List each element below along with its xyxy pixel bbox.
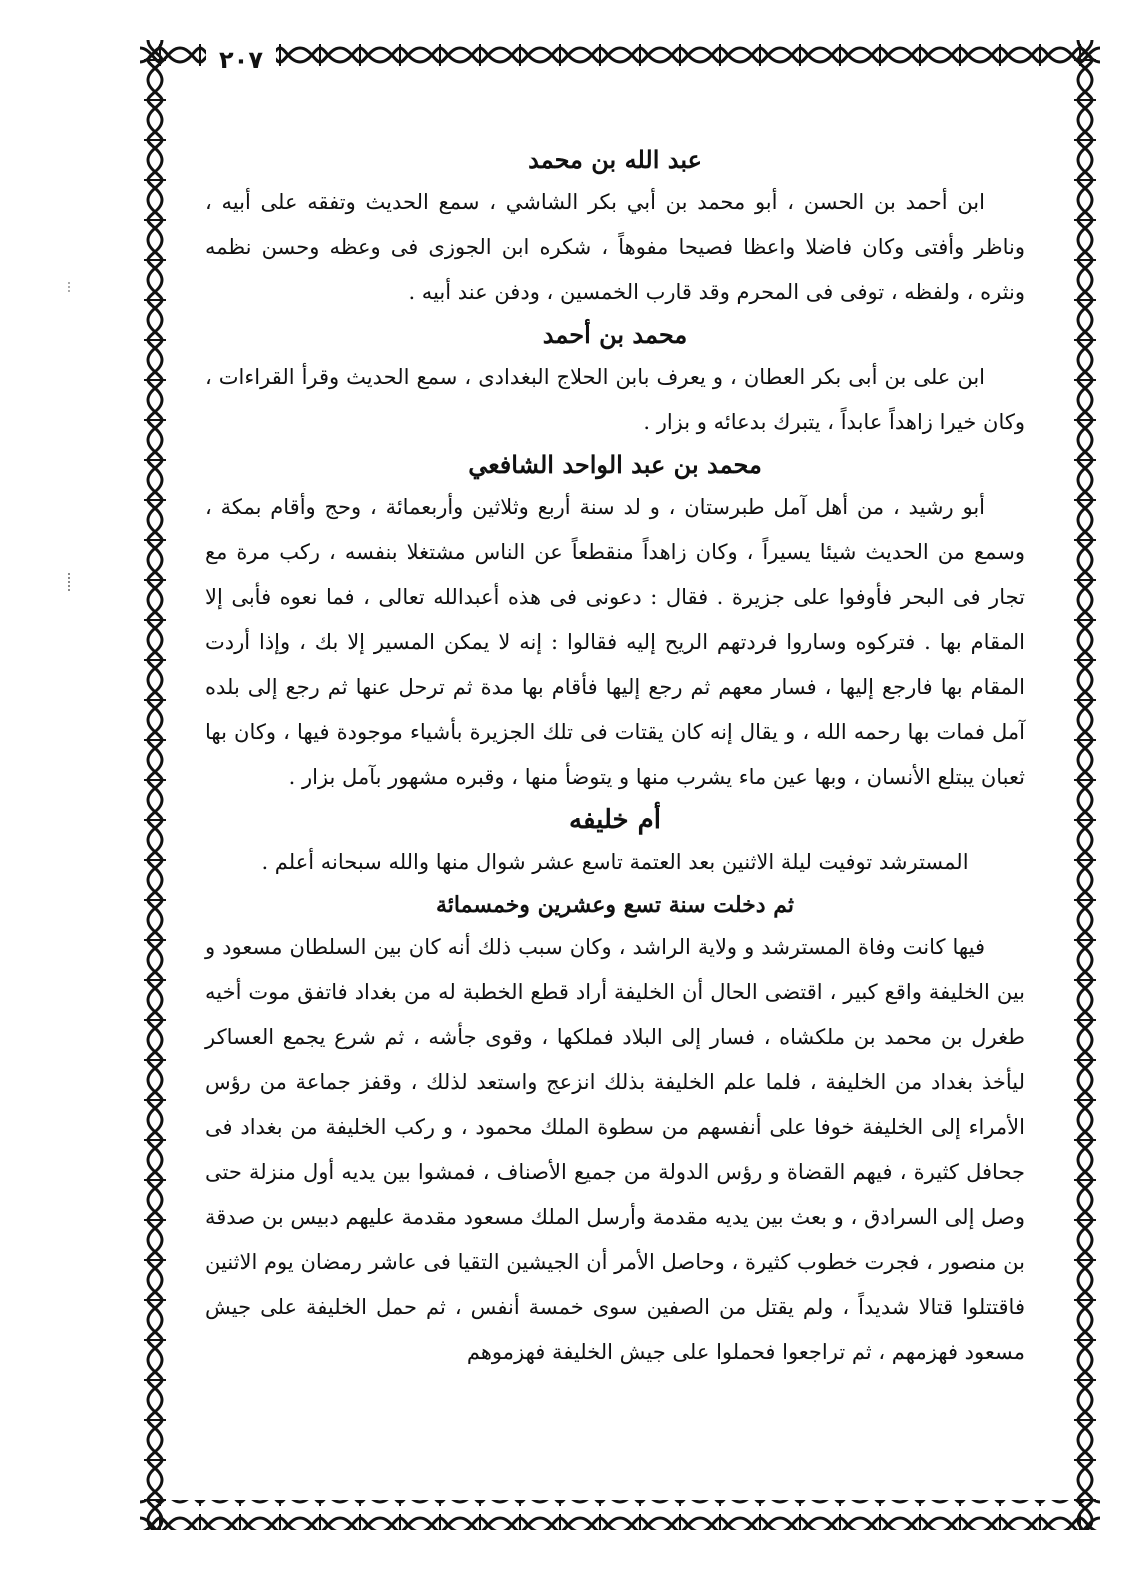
section-heading: محمد بن عبد الواحد الشافعي [468,450,762,479]
section-paragraph: فيها كانت وفاة المسترشد و ولاية الراشد ، وكان سبب ذلك أنه كان بين السلطان مسعود و بين الخليفة واقع كبير ، اقتضى الحال أن الخليفة أراد قطع الخطبة له من بغداد فاتفق موت أخيه طغرل بن محمد بن ملكشاه ، فسار إلى البلاد فملكها ، وقوى جأشه ، ثم شرع يجمع العساكر ليأخذ بغداد من الخليفة ، فلما علم الخليفة بذلك انزعج واستعد لذلك ، وقفز جماعة من رؤس الأمراء إلى الخليفة خوفا على أنفسهم من سطوة الملك محمود ، و ركب الخليفة من بغداد فى جحافل كثيرة ، فيهم القضاة و رؤس الدولة من جميع الأصناف ، فمشوا بين يديه أول منزلة حتى وصل إلى السرادق ، و بعث بين يديه مقدمة وأرسل الملك مسعود مقدمة عليهم دبيس بن صدقة بن منصور ، فجرت خطوب كثيرة ، وحاصل الأمر أن الجيشين التقيا فى عاشر رمضان يوم الاثنين فاقتتلوا قتالا شديداً ، ولم يقتل من الصفين سوى خمسة أنفس ، ثم حمل الخليفة على جيش مسعود فهزمهم ، ثم تراجعوا فحملوا على جيش الخليفة فهزموهم [205,935,1025,1364]
section-paragraph: ابن أحمد بن الحسن ، أبو محمد بن أبي بكر الشاشي ، سمع الحديث وتفقه على أبيه ، وناظر وأفتى وكان فاضلا واعظا فصيحا مفوهاً ، شكره ابن الجوزى فى وعظه وحسن نظمه ونثره ، ولفظه ، توفى فى المحرم وقد قارب الخمسين ، ودفن عند أبيه . [205,190,1025,304]
section-paragraph: المسترشد توفيت ليلة الاثنين بعد العتمة تاسع عشر شوال منها والله سبحانه أعلم . [261,850,969,874]
section-heading: عبد الله بن محمد [528,145,702,174]
scan-artifact [68,282,73,292]
page-number: ٢٠٧ [206,43,276,77]
section-heading: أم خليفه [569,805,661,835]
page-body [205,140,1025,1375]
section-paragraph: أبو رشيد ، من أهل آمل طبرستان ، و لد سنة أربع وثلاثين وأربعمائة ، وحج وأقام بمكة ، وسمع من الحديث شيئا يسيراً ، وكان زاهداً منقطعاً عن الناس مشتغلا بنفسه ، ركب مرة مع تجار فى البحر فأوفوا على جزيرة . فقال : دعونى فى هذه أعبدالله تعالى ، فما نعوه فأبى إلا المقام بها . فتركوه وساروا فردتهم الريح إليه فقالوا : إنه لا يمكن المسير إلا بك ، وإذا أردت المقام بها فارجع إليها ، فسار معهم ثم رجع إليها فأقام بها مدة ثم ترحل عنها ثم رجع إلى بلده آمل فمات بها رحمه الله ، و يقال إنه كان يقتات فى تلك الجزيرة بأشياء موجودة فيها ، وكان بها ثعبان يبتلع الأنسان ، وبها عين ماء يشرب منها و يتوضأ منها ، وقبره مشهور بآمل بزار . [205,495,1025,789]
scan-artifact [68,573,73,591]
section-heading: محمد بن أحمد [542,320,688,349]
year-heading: ثم دخلت سنة تسع وعشرين وخمسمائة [436,892,794,918]
section-paragraph: ابن على بن أبى بكر العطان ، و يعرف بابن الحلاج البغدادى ، سمع الحديث وقرأ القراءات ، وكان خيرا زاهداً عابداً ، يتبرك بدعائه و بزار . [205,365,1025,434]
